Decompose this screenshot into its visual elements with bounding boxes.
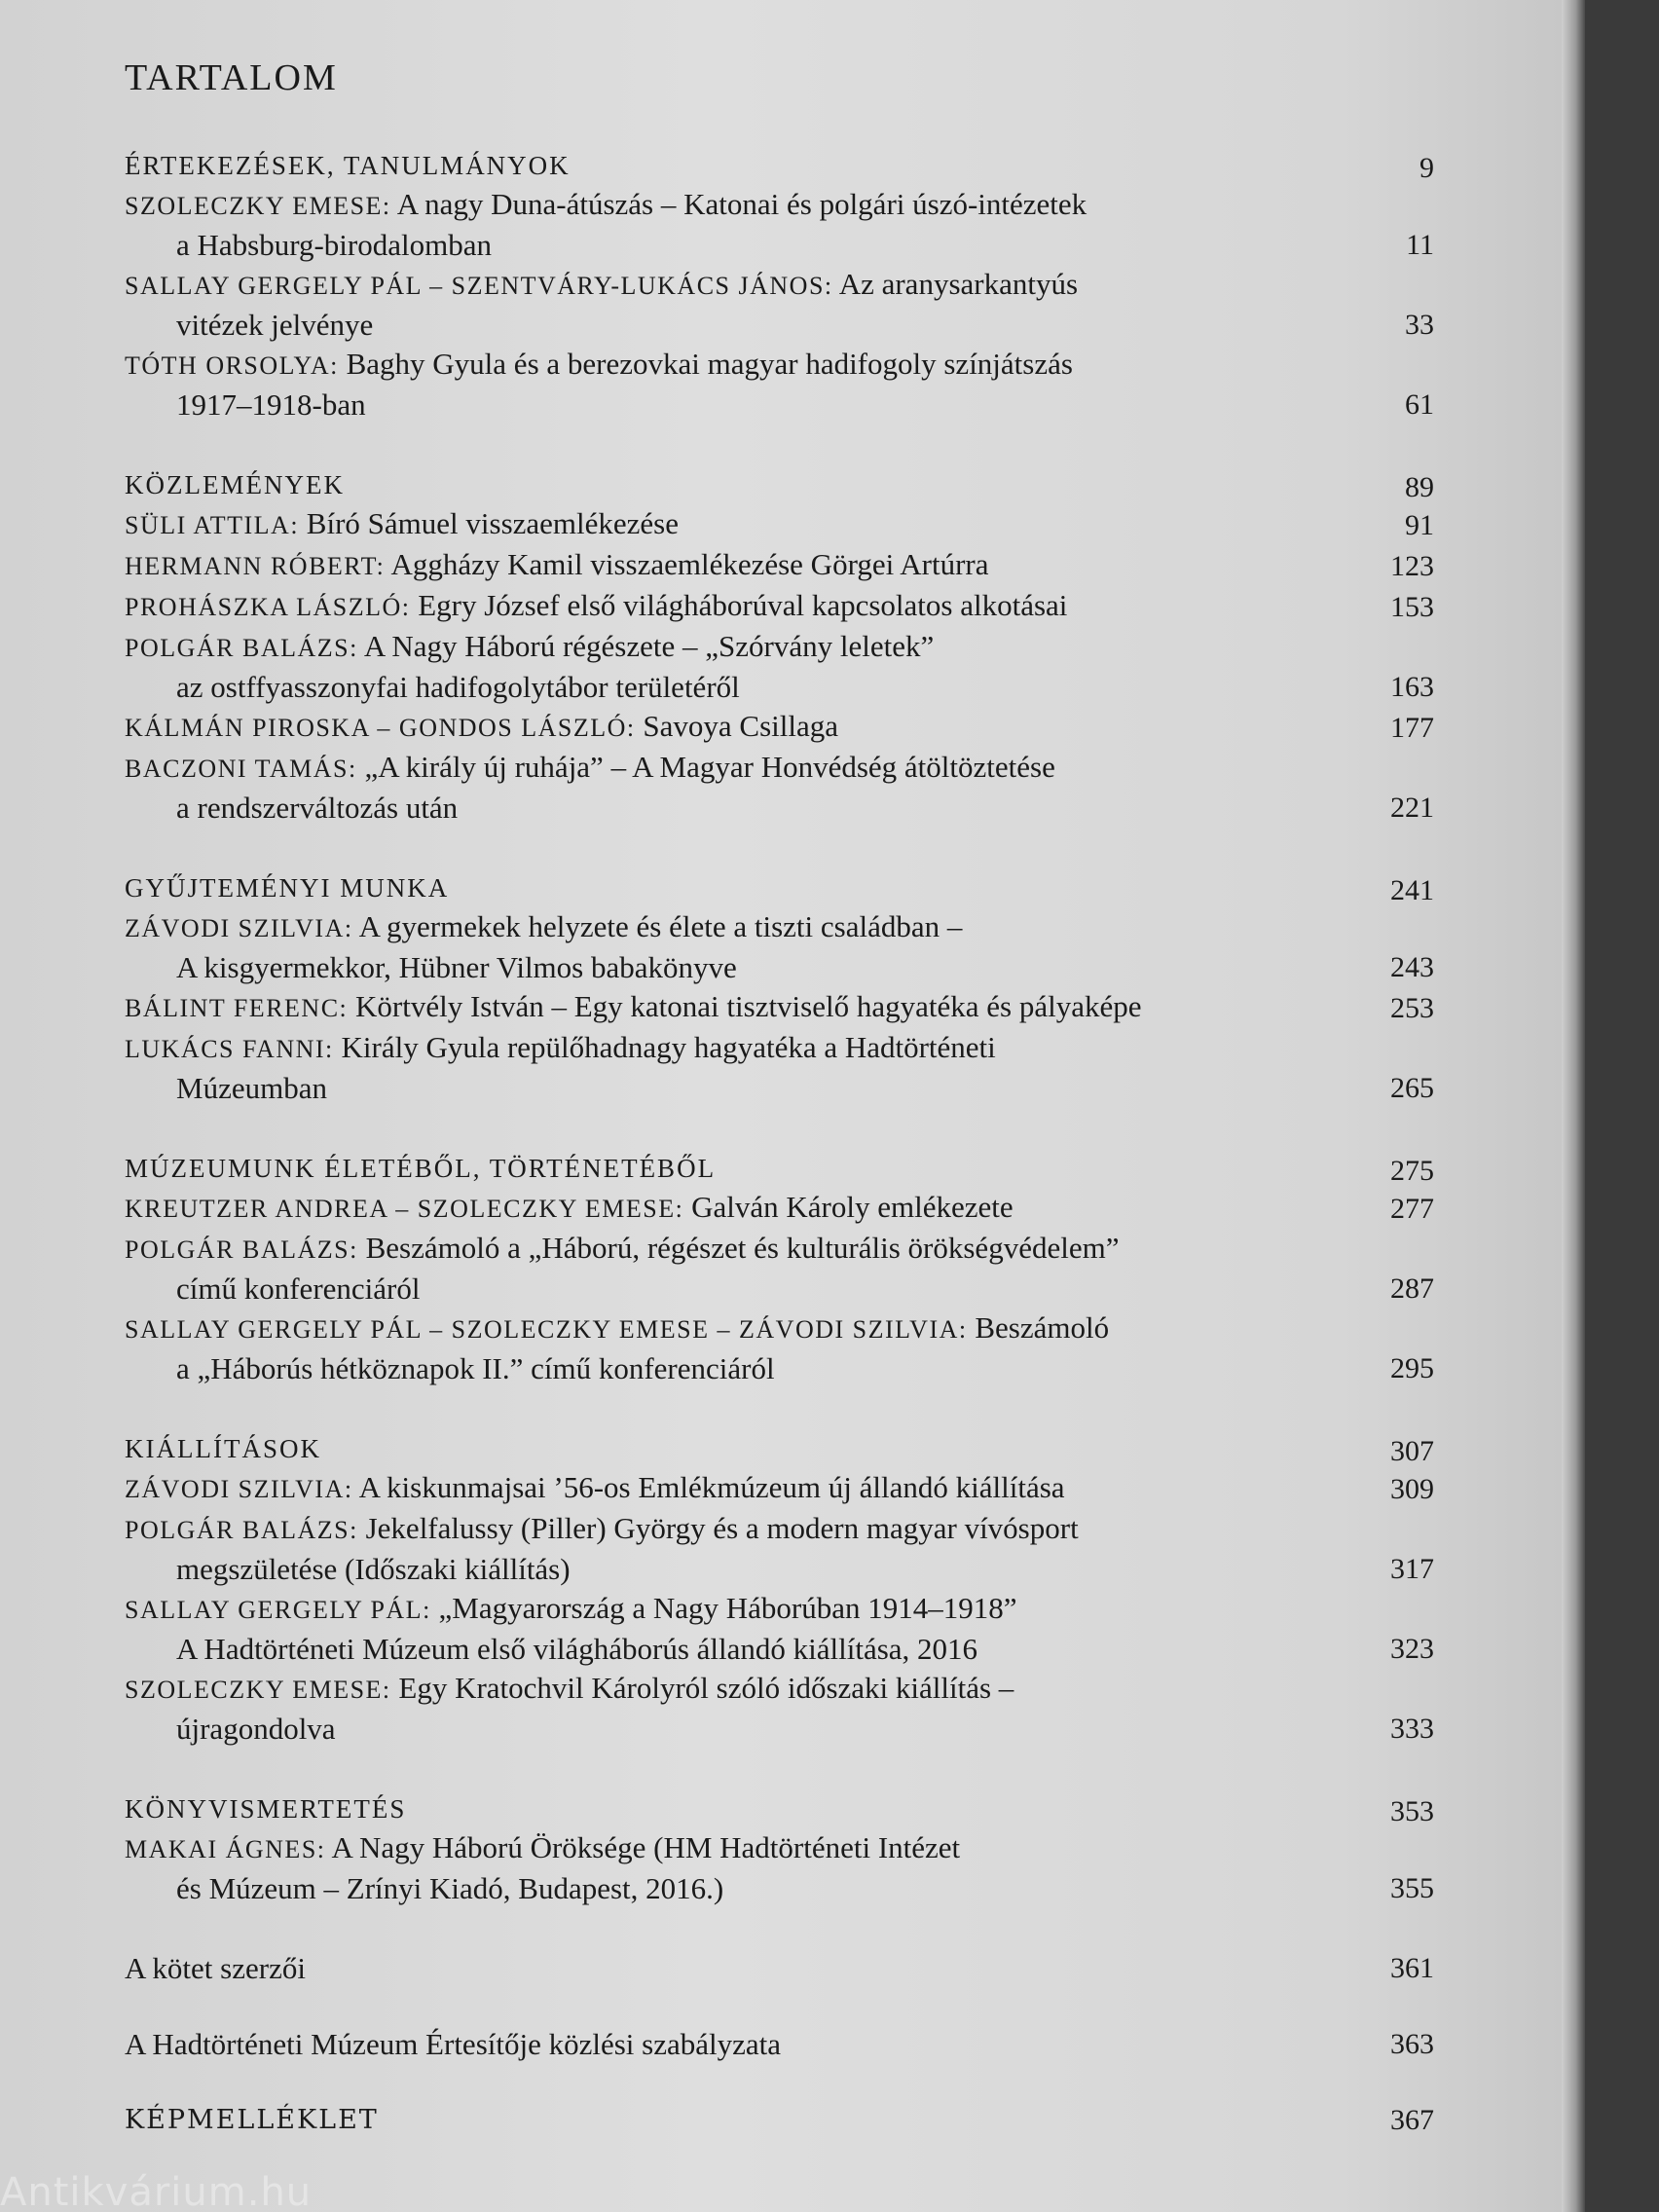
section-page-number: 275 bbox=[1390, 1155, 1434, 1187]
toc-entry-text bbox=[125, 345, 1366, 424]
entry-title-continuation: vitézek jelvénye bbox=[176, 308, 374, 342]
toc-entry-line bbox=[125, 1030, 996, 1064]
toc-entry-line bbox=[125, 187, 1087, 221]
toc-entry-text bbox=[125, 627, 1366, 707]
section-heading bbox=[125, 465, 1434, 504]
toc-entry bbox=[125, 1669, 1434, 1749]
toc-section bbox=[125, 1149, 1434, 1388]
section-heading-label: GYŰJTEMÉNYI MUNKA bbox=[125, 873, 450, 903]
entry-author: TÓTH ORSOLYA: bbox=[125, 351, 339, 380]
toc-entry-line bbox=[125, 547, 988, 581]
section-heading-label: MÚZEUMUNK ÉLETÉBŐL, TÖRTÉNETÉBŐL bbox=[125, 1154, 717, 1183]
entry-page-number: 61 bbox=[1405, 388, 1434, 421]
entry-page-number: 277 bbox=[1390, 1193, 1434, 1225]
toc-entry-line bbox=[125, 1190, 1014, 1224]
entry-title: Savoya Csillaga bbox=[643, 709, 839, 743]
section-heading bbox=[125, 1429, 1434, 1468]
section-heading-label: KÖNYVISMERTETÉS bbox=[125, 1794, 407, 1824]
toc-entry-line bbox=[125, 1231, 1119, 1265]
toc-entry bbox=[125, 1028, 1434, 1108]
entry-title: Galván Károly emlékezete bbox=[691, 1190, 1014, 1224]
toc-entry-line bbox=[125, 1310, 1109, 1345]
toc-section bbox=[125, 146, 1434, 424]
entry-author: PROHÁSZKA LÁSZLÓ: bbox=[125, 593, 411, 621]
toc-entry-text bbox=[125, 1188, 1366, 1229]
toc-entry-line bbox=[125, 347, 1073, 381]
entry-title: Aggházy Kamil visszaemlékezése Görgei Artúrra bbox=[390, 547, 989, 581]
entry-title: A kiskunmajsai ’56-os Emlékmúzeum új állandó kiállítása bbox=[358, 1470, 1065, 1504]
entry-page-number: 163 bbox=[1390, 671, 1434, 703]
entry-page-number: 265 bbox=[1390, 1072, 1434, 1104]
toc-entry-text bbox=[125, 987, 1366, 1028]
toc-entry bbox=[125, 1309, 1434, 1388]
toc-entry-line bbox=[125, 989, 1141, 1023]
entry-page-number: 333 bbox=[1390, 1713, 1434, 1745]
entry-title-continuation: A Hadtörténeti Múzeum első világháborús állandó kiállítása, 2016 bbox=[176, 1632, 978, 1666]
entry-title: A Nagy Háború Öröksége (HM Hadtörténeti Intézet bbox=[331, 1830, 961, 1864]
table-of-contents bbox=[125, 56, 1434, 2177]
entry-page-number: 287 bbox=[1390, 1272, 1434, 1305]
entry-title: Beszámoló a „Háború, régészet és kulturális örökségvédelem” bbox=[365, 1231, 1120, 1265]
entry-title-continuation: a Habsburg-birodalomban bbox=[176, 228, 492, 262]
entry-title: „A király új ruhája” – A Magyar Honvédség átöltöztetése bbox=[364, 750, 1055, 784]
toc-entry bbox=[125, 1509, 1434, 1589]
entry-title: Baghy Gyula és a berezovkai magyar hadifogoly színjátszás bbox=[346, 347, 1073, 381]
entry-author: POLGÁR BALÁZS: bbox=[125, 1235, 358, 1264]
toc-entry-text bbox=[125, 1028, 1366, 1108]
entry-page-number: 323 bbox=[1390, 1633, 1434, 1665]
toc-section bbox=[125, 1789, 1434, 1908]
watermark: Antikvárium.hu bbox=[0, 2173, 313, 2212]
entry-author: SALLAY GERGELY PÁL – SZOLECZKY EMESE – ZÁVODI SZILVIA: bbox=[125, 1315, 968, 1344]
toc-entry-text bbox=[125, 586, 1366, 627]
entry-title: Bíró Sámuel visszaemlékezése bbox=[306, 506, 679, 540]
entry-page-number: 355 bbox=[1390, 1872, 1434, 1904]
section-heading-label: ÉRTEKEZÉSEK, TANULMÁNYOK bbox=[125, 151, 571, 180]
toc-entry bbox=[125, 1828, 1434, 1908]
toc-entry-text bbox=[125, 1589, 1366, 1669]
toc-entry bbox=[125, 987, 1434, 1028]
entry-page-number: 177 bbox=[1390, 712, 1434, 744]
toc-section bbox=[125, 868, 1434, 1108]
entry-title-continuation: újragondolva bbox=[176, 1712, 336, 1746]
entry-author: SÜLI ATTILA: bbox=[125, 511, 300, 539]
entry-title-continuation: és Múzeum – Zrínyi Kiadó, Budapest, 2016.) bbox=[176, 1871, 724, 1905]
toc-entry bbox=[125, 545, 1434, 586]
entry-author: BACZONI TAMÁS: bbox=[125, 755, 357, 783]
toc-entry-line bbox=[125, 909, 962, 943]
toc-entry-text bbox=[125, 1468, 1366, 1509]
toc-entry-text bbox=[125, 504, 1366, 545]
section-heading bbox=[125, 146, 1434, 185]
tail-entry-title: A kötet szerzői bbox=[125, 1951, 306, 1985]
entry-page-number: 91 bbox=[1405, 509, 1434, 541]
entry-title: A gyermekek helyzete és élete a tiszti családban – bbox=[358, 909, 963, 943]
entry-author: MAKAI ÁGNES: bbox=[125, 1835, 326, 1863]
entry-title-continuation: című konferenciáról bbox=[176, 1272, 421, 1306]
toc-entry-line bbox=[125, 1671, 1014, 1705]
toc-entry-text bbox=[125, 748, 1366, 828]
entry-title: A Nagy Háború régészete – „Szórvány leletek” bbox=[363, 629, 935, 663]
toc-entry bbox=[125, 748, 1434, 828]
entry-author: SALLAY GERGELY PÁL – SZENTVÁRY-LUKÁCS JÁNOS: bbox=[125, 272, 833, 300]
entry-author: POLGÁR BALÁZS: bbox=[125, 634, 358, 662]
entry-title: „Magyarország a Nagy Háborúban 1914–1918” bbox=[438, 1591, 1017, 1625]
toc-entry-text bbox=[125, 545, 1366, 586]
toc-tail bbox=[125, 1949, 1434, 2140]
entry-page-number: 123 bbox=[1390, 550, 1434, 582]
toc-entry bbox=[125, 707, 1434, 748]
section-heading bbox=[125, 1789, 1434, 1828]
toc-entry bbox=[125, 1229, 1434, 1309]
toc-entry bbox=[125, 265, 1434, 345]
toc-entry-text bbox=[125, 1229, 1366, 1309]
entry-author: ZÁVODI SZILVIA: bbox=[125, 1475, 353, 1503]
toc-entry-text bbox=[125, 1509, 1366, 1589]
entry-title: Egy Kratochvil Károlyról szóló időszaki kiállítás – bbox=[398, 1671, 1014, 1705]
tail-entry-page-number: 361 bbox=[1390, 1952, 1434, 1984]
toc-entry bbox=[125, 185, 1434, 265]
toc-tail-entry bbox=[125, 1949, 1434, 1988]
toc-section bbox=[125, 465, 1434, 828]
tail-entry-title: KÉPMELLÉKLET bbox=[125, 2105, 379, 2135]
entry-author: KÁLMÁN PIROSKA – GONDOS LÁSZLÓ: bbox=[125, 714, 636, 742]
toc-entry bbox=[125, 345, 1434, 424]
toc-entry-text bbox=[125, 185, 1366, 265]
section-heading-label: KIÁLLÍTÁSOK bbox=[125, 1434, 321, 1463]
toc-entry-line bbox=[125, 267, 1078, 301]
entry-author: SALLAY GERGELY PÁL: bbox=[125, 1596, 431, 1624]
entry-author: SZOLECZKY EMESE: bbox=[125, 192, 391, 220]
entry-page-number: 243 bbox=[1390, 951, 1434, 983]
entry-page-number: 153 bbox=[1390, 591, 1434, 623]
toc-entry bbox=[125, 1468, 1434, 1509]
toc-entry-line bbox=[125, 506, 679, 540]
section-page-number: 241 bbox=[1390, 874, 1434, 906]
entry-page-number: 11 bbox=[1406, 229, 1434, 261]
section-page-number: 89 bbox=[1405, 471, 1434, 503]
section-heading bbox=[125, 868, 1434, 907]
toc-entry-text bbox=[125, 1828, 1366, 1908]
toc-entry-line bbox=[125, 1470, 1065, 1504]
entry-title-continuation: megszületése (Időszaki kiállítás) bbox=[176, 1552, 571, 1586]
section-page-number: 9 bbox=[1419, 152, 1434, 184]
toc-entry bbox=[125, 907, 1434, 987]
entry-author: POLGÁR BALÁZS: bbox=[125, 1516, 358, 1544]
entry-title-continuation: 1917–1918-ban bbox=[176, 387, 366, 422]
entry-author: SZOLECZKY EMESE: bbox=[125, 1676, 391, 1704]
toc-entry-text bbox=[125, 265, 1366, 345]
entry-title-continuation: az ostffyasszonyfai hadifogolytábor területéről bbox=[176, 670, 740, 704]
entry-author: LUKÁCS FANNI: bbox=[125, 1035, 334, 1063]
toc-entry-line bbox=[125, 629, 934, 663]
tail-entry-page-number: 367 bbox=[1390, 2104, 1434, 2136]
toc-entry bbox=[125, 504, 1434, 545]
section-page-number: 353 bbox=[1390, 1795, 1434, 1827]
toc-entry-line bbox=[125, 750, 1055, 784]
entry-title: Egry József első világháborúval kapcsolatos alkotásai bbox=[418, 588, 1068, 622]
section-heading bbox=[125, 1149, 1434, 1188]
toc-title: TARTALOM bbox=[125, 57, 338, 98]
toc-sections bbox=[125, 146, 1434, 1908]
entry-title-continuation: a rendszerváltozás után bbox=[176, 791, 459, 825]
entry-author: HERMANN RÓBERT: bbox=[125, 552, 386, 580]
page-edge bbox=[1562, 0, 1585, 2212]
entry-author: KREUTZER ANDREA – SZOLECZKY EMESE: bbox=[125, 1195, 684, 1223]
entry-title: Király Gyula repülőhadnagy hagyatéka a Hadtörténeti bbox=[341, 1030, 996, 1064]
toc-entry-line bbox=[125, 1830, 960, 1864]
tail-entry-page-number: 363 bbox=[1390, 2028, 1434, 2060]
toc-section bbox=[125, 1429, 1434, 1749]
toc-entry bbox=[125, 586, 1434, 627]
entry-page-number: 295 bbox=[1390, 1352, 1434, 1384]
toc-entry-line bbox=[125, 588, 1067, 622]
entry-author: BÁLINT FERENC: bbox=[125, 994, 349, 1022]
entry-page-number: 221 bbox=[1390, 792, 1434, 824]
entry-author: ZÁVODI SZILVIA: bbox=[125, 914, 353, 942]
tail-entry-title: A Hadtörténeti Múzeum Értesítője közlési szabályzata bbox=[125, 2027, 782, 2061]
toc-entry-text bbox=[125, 907, 1366, 987]
toc-entry-text bbox=[125, 1309, 1366, 1388]
entry-title-continuation: A kisgyermekkor, Hübner Vilmos babakönyve bbox=[176, 950, 737, 984]
entry-title: Körtvély István – Egy katonai tisztviselő hagyatéka és pályaképe bbox=[355, 989, 1142, 1023]
toc-entry-text bbox=[125, 707, 1366, 748]
entry-title: A nagy Duna-átúszás – Katonai és polgári úszó-intézetek bbox=[396, 187, 1088, 221]
entry-page-number: 33 bbox=[1405, 309, 1434, 341]
entry-page-number: 309 bbox=[1390, 1473, 1434, 1505]
toc-entry-line bbox=[125, 1511, 1079, 1545]
entry-page-number: 317 bbox=[1390, 1553, 1434, 1585]
entry-title: Beszámoló bbox=[975, 1310, 1110, 1345]
toc-tail-entry bbox=[125, 2101, 1434, 2140]
toc-entry bbox=[125, 1589, 1434, 1669]
toc-entry bbox=[125, 627, 1434, 707]
entry-title-continuation: Múzeumban bbox=[176, 1071, 327, 1105]
entry-title: Az aranysarkantyús bbox=[838, 267, 1079, 301]
toc-entry bbox=[125, 1188, 1434, 1229]
entry-title-continuation: a „Háborús hétköznapok II.” című konferenciáról bbox=[176, 1351, 775, 1385]
section-page-number: 307 bbox=[1390, 1435, 1434, 1467]
section-heading-label: KÖZLEMÉNYEK bbox=[125, 470, 345, 499]
toc-tail-entry bbox=[125, 2025, 1434, 2064]
entry-page-number: 253 bbox=[1390, 992, 1434, 1024]
toc-entry-text bbox=[125, 1669, 1366, 1749]
toc-entry-line bbox=[125, 709, 838, 743]
entry-title: Jekelfalussy (Piller) György és a modern magyar vívósport bbox=[365, 1511, 1079, 1545]
toc-entry-line bbox=[125, 1591, 1017, 1625]
